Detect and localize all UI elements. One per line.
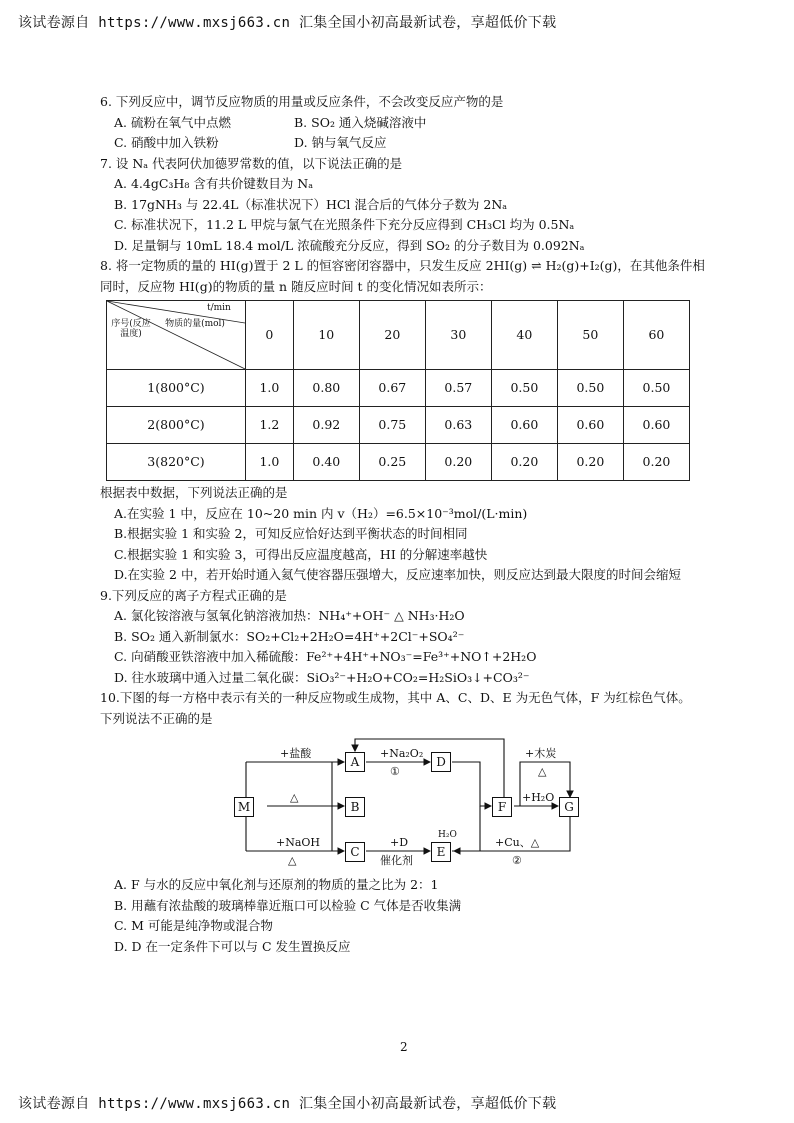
table-cell: 1.2	[246, 407, 294, 444]
q10-option-d: D. D 在一定条件下可以与 C 发生置换反应	[114, 938, 351, 954]
table-cell: 0.40	[293, 444, 359, 481]
box-f: F	[492, 797, 512, 817]
q10-stem-line2: 下列说法不正确的是	[100, 710, 213, 726]
hi-data-table	[106, 300, 690, 481]
box-g: G	[559, 797, 579, 817]
table-row	[107, 407, 690, 444]
q8-option-b: B.根据实验 1 和实验 2，可知反应恰好达到平衡状态的时间相同	[114, 526, 468, 541]
table-cell: 0.60	[557, 407, 623, 444]
time-header-cell: 40	[491, 301, 557, 370]
box-d: D	[431, 752, 451, 772]
time-header-cell: 20	[359, 301, 425, 370]
label-charcoal: +木炭	[525, 747, 557, 760]
header-time-label: t/min	[207, 303, 231, 313]
q7-option-b: B. 17gNH₃ 与 22.4L（标准状况下）HCl 混合后的气体分子数为 2Nₐ	[114, 196, 508, 212]
table-cell: 0.20	[491, 444, 557, 481]
q10-option-b: B. 用蘸有浓盐酸的玻璃棒靠近瓶口可以检验 C 气体是否收集满	[114, 897, 462, 913]
table-cell: 0.50	[557, 370, 623, 407]
q9-option-c: C. 向硝酸亚铁溶液中加入稀硫酸：Fe²⁺+4H⁺+NO₃⁻=Fe³⁺+NO↑+2H₂O	[114, 649, 537, 664]
q6-option-c: C. 硝酸中加入铁粉	[114, 135, 219, 150]
q6-option-b: B. SO₂ 通入烧碱溶液中	[294, 114, 427, 130]
q6-stem: 6. 下列反应中，调节反应物质的用量或反应条件，不会改变反应产物的是	[100, 94, 504, 109]
q7-option-c: C. 标准状况下，11.2 L 甲烷与氯气在光照条件下充分反应得到 CH₃Cl 均为 0.5Nₐ	[114, 217, 575, 232]
box-e: E	[431, 842, 451, 862]
table-cell: 1.0	[246, 444, 294, 481]
row-label-cell: 1(800°C)	[107, 370, 246, 407]
q8-option-d: D.在实验 2 中，若开始时通入氦气使容器压强增大，反应速率加快，则反应达到最大限度的时间会缩短	[114, 567, 681, 582]
row-label-cell: 2(800°C)	[107, 407, 246, 444]
reaction-flow-diagram	[237, 735, 600, 875]
q6-options-row1	[100, 113, 720, 134]
table-header-row	[107, 301, 690, 370]
label-na2o2: +Na₂O₂	[380, 747, 424, 760]
table-cell: 0.80	[293, 370, 359, 407]
q7-stem: 7. 设 Nₐ 代表阿伏加德罗常数的值，以下说法正确的是	[100, 155, 403, 171]
header-row-label: 序号(反应温度)	[111, 319, 151, 339]
table-cell: 0.25	[359, 444, 425, 481]
header-mol-label: 物质的量(mol)	[165, 319, 225, 329]
table-cell: 0.67	[359, 370, 425, 407]
q6-option-d: D. 钠与氧气反应	[294, 135, 387, 150]
table-row	[107, 370, 690, 407]
box-a: A	[345, 752, 365, 772]
label-heat-b: △	[290, 791, 299, 804]
q8-stem-line2: 同时，反应物 HI(g)的物质的量 n 随反应时间 t 的变化情况如表所示：	[100, 278, 492, 294]
source-banner-top: 该试卷源自 https://www.mxsj663.cn 汇集全国小初高最新试卷，享超低价下载	[18, 15, 557, 31]
table-cell: 0.20	[557, 444, 623, 481]
q8-option-c: C.根据实验 1 和实验 3，可得出反应温度越高，HI 的分解速率越快	[114, 546, 488, 562]
table-cell: 1.0	[246, 370, 294, 407]
label-heat-c: △	[288, 854, 297, 867]
q9-stem: 9.下列反应的离子方程式正确的是	[100, 587, 287, 603]
label-catalyst: 催化剂	[380, 854, 413, 867]
time-header-cell: 60	[623, 301, 689, 370]
table-cell: 0.50	[491, 370, 557, 407]
label-step2: ②	[512, 854, 522, 867]
box-b: B	[345, 797, 365, 817]
box-m: M	[234, 797, 254, 817]
box-c: C	[345, 842, 365, 862]
label-cu: +Cu、△	[495, 836, 540, 849]
time-header-cell: 10	[293, 301, 359, 370]
q9-option-b: B. SO₂ 通入新制氯水：SO₂+Cl₂+2H₂O=4H⁺+2Cl⁻+SO₄²⁻	[114, 628, 465, 644]
q10-stem-line1: 10.下图的每一方格中表示有关的一种反应物或生成物，其中 A、C、D、E 为无色气体，F 为红棕色气体。	[100, 690, 691, 705]
q9-option-d: D. 往水玻璃中通入过量二氧化碳：SiO₃²⁻+H₂O+CO₂=H₂SiO₃↓+CO₃²⁻	[114, 669, 530, 685]
page-number: 2	[400, 1040, 408, 1054]
table-row	[107, 444, 690, 481]
time-header-cell: 50	[557, 301, 623, 370]
table-cell: 0.92	[293, 407, 359, 444]
label-step1: ①	[390, 765, 400, 778]
q6-option-a: A. 硫粉在氧气中点燃	[114, 114, 231, 130]
label-h2o: +H₂O	[522, 791, 555, 804]
source-banner-bottom: 该试卷源自 https://www.mxsj663.cn 汇集全国小初高最新试卷，享超低价下载	[18, 1096, 557, 1112]
time-header-cell: 30	[425, 301, 491, 370]
q8-stem-line1: 8. 将一定物质的量的 HI(g)置于 2 L 的恒容密闭容器中，只发生反应 2HI(g) ⇌ H₂(g)+I₂(g)，在其他条件相	[100, 258, 705, 273]
q10-option-a: A. F 与水的反应中氧化剂与还原剂的物质的量之比为 2：1	[114, 877, 439, 892]
table-cell: 0.20	[425, 444, 491, 481]
label-hcl: +盐酸	[280, 747, 312, 760]
q6-options-row2	[100, 133, 720, 154]
time-header-cell: 0	[246, 301, 294, 370]
table-cell: 0.75	[359, 407, 425, 444]
label-h2o-e: H₂O	[438, 830, 457, 840]
q8-prompt: 根据表中数据，下列说法正确的是	[100, 485, 288, 500]
table-diagonal-header	[107, 301, 246, 370]
table-cell: 0.57	[425, 370, 491, 407]
table-cell: 0.20	[623, 444, 689, 481]
label-heat-g: △	[538, 765, 547, 778]
q10-option-c: C. M 可能是纯净物或混合物	[114, 918, 273, 933]
q7-option-a: A. 4.4gC₃H₈ 含有共价键数目为 Nₐ	[114, 176, 314, 191]
q8-option-a: A.在实验 1 中，反应在 10~20 min 内 v（H₂）=6.5×10⁻³mol/(L·min)	[114, 505, 528, 521]
table-cell: 0.60	[623, 407, 689, 444]
label-plus-d: +D	[390, 836, 409, 849]
table-cell: 0.50	[623, 370, 689, 407]
label-naoh: +NaOH	[276, 836, 321, 849]
table-cell: 0.60	[491, 407, 557, 444]
table-cell: 0.63	[425, 407, 491, 444]
exam-page-content	[100, 92, 720, 957]
row-label-cell: 3(820°C)	[107, 444, 246, 481]
q9-option-a: A. 氯化铵溶液与氢氧化钠溶液加热：NH₄⁺+OH⁻ △ NH₃·H₂O	[114, 608, 465, 623]
q7-option-d: D. 足量铜与 10mL 18.4 mol/L 浓硫酸充分反应，得到 SO₂ 的分子数目为 0.092Nₐ	[114, 237, 585, 253]
